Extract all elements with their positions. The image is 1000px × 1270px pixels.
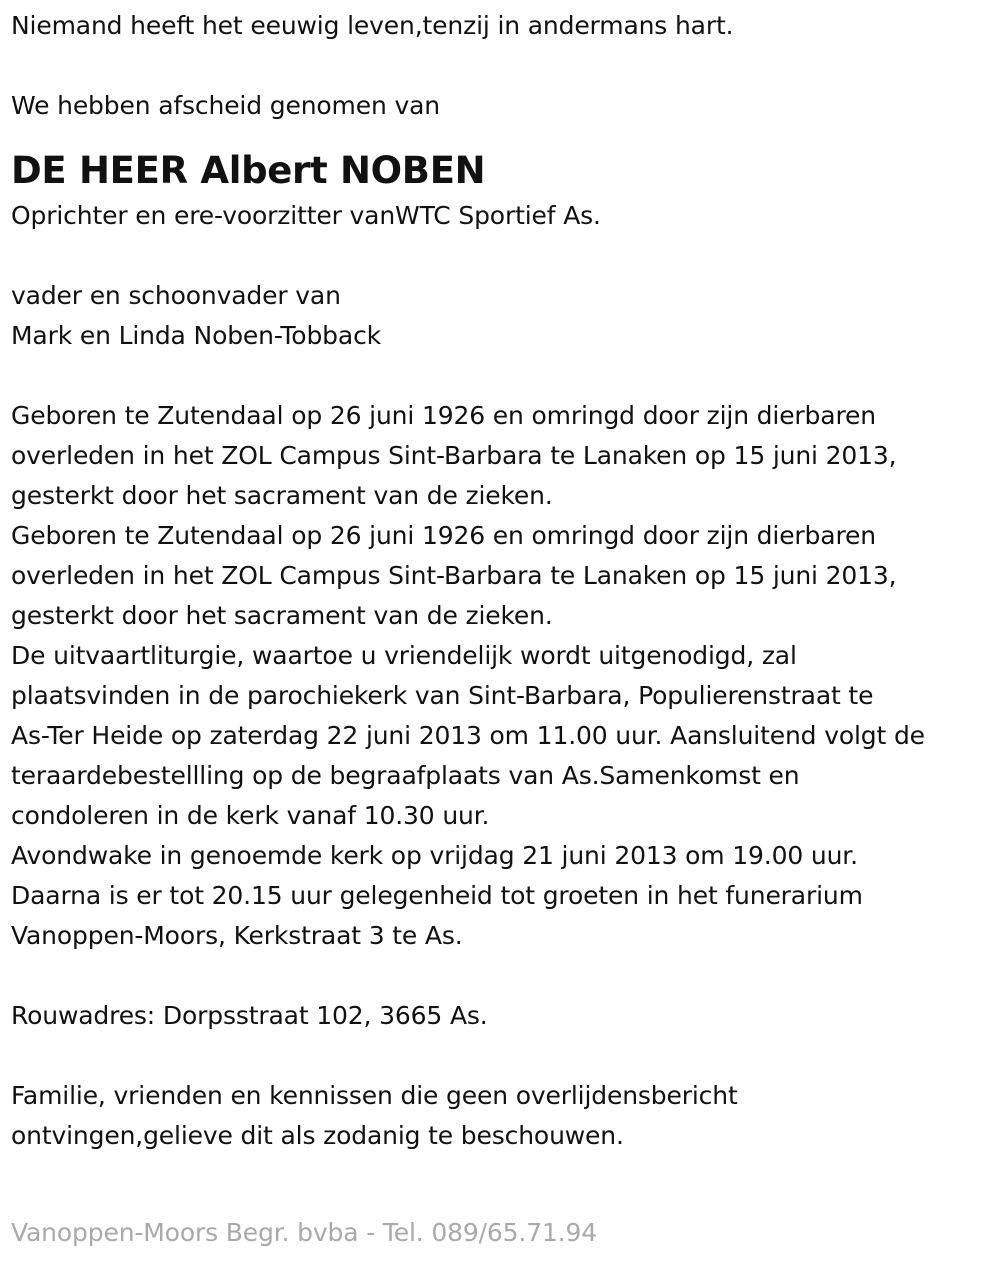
body-line: De uitvaartliturgie, waartoe u vriendelijk wordt uitgenodigd, zal bbox=[11, 641, 797, 670]
body-line: teraardebestellling op de begraafplaats van As.Samenkomst en bbox=[11, 761, 800, 790]
obituary-notice bbox=[11, 0, 991, 1156]
role-text: Oprichter en ere-voorzitter vanWTC Sportief As. bbox=[11, 201, 601, 230]
funeral-home-footer: Vanoppen-Moors Begr. bvba - Tel. 089/65.71.94 bbox=[11, 1218, 598, 1247]
spacer bbox=[11, 956, 991, 996]
deceased-name: DE HEER Albert NOBEN bbox=[11, 149, 486, 192]
body-line: As-Ter Heide op zaterdag 22 juni 2013 om 11.00 uur. Aansluitend volgt de bbox=[11, 721, 925, 750]
family-line: Mark en Linda Noben-Tobback bbox=[11, 321, 381, 350]
body-line: condoleren in de kerk vanaf 10.30 uur. bbox=[11, 801, 490, 830]
family-line: vader en schoonvader van bbox=[11, 281, 341, 310]
spacer bbox=[11, 1036, 991, 1076]
body-line: Avondwake in genoemde kerk op vrijdag 21 juni 2013 om 19.00 uur. bbox=[11, 841, 858, 870]
body-line: plaatsvinden in de parochiekerk van Sint-Barbara, Populierenstraat te bbox=[11, 681, 874, 710]
body-line: Geboren te Zutendaal op 26 juni 1926 en omringd door zijn dierbaren bbox=[11, 401, 876, 430]
body-line: overleden in het ZOL Campus Sint-Barbara te Lanaken op 15 juni 2013, bbox=[11, 441, 897, 470]
body-line: Geboren te Zutendaal op 26 juni 1926 en omringd door zijn dierbaren bbox=[11, 521, 876, 550]
body-line: Vanoppen-Moors, Kerkstraat 3 te As. bbox=[11, 921, 463, 950]
body-line: overleden in het ZOL Campus Sint-Barbara te Lanaken op 15 juni 2013, bbox=[11, 561, 897, 590]
spacer bbox=[11, 356, 991, 396]
body-line: gesterkt door het sacrament van de zieken. bbox=[11, 601, 553, 630]
motto-text: Niemand heeft het eeuwig leven,tenzij in andermans hart. bbox=[11, 11, 734, 40]
mourning-address: Rouwadres: Dorpsstraat 102, 3665 As. bbox=[11, 1001, 488, 1030]
closing-line: ontvingen,gelieve dit als zodanig te beschouwen. bbox=[11, 1121, 624, 1150]
spacer bbox=[11, 236, 991, 276]
spacer bbox=[11, 46, 991, 86]
body-line: gesterkt door het sacrament van de zieken. bbox=[11, 481, 553, 510]
closing-line: Familie, vrienden en kennissen die geen overlijdensbericht bbox=[11, 1081, 738, 1110]
intro-text: We hebben afscheid genomen van bbox=[11, 91, 440, 120]
body-line: Daarna is er tot 20.15 uur gelegenheid tot groeten in het funerarium bbox=[11, 881, 863, 910]
